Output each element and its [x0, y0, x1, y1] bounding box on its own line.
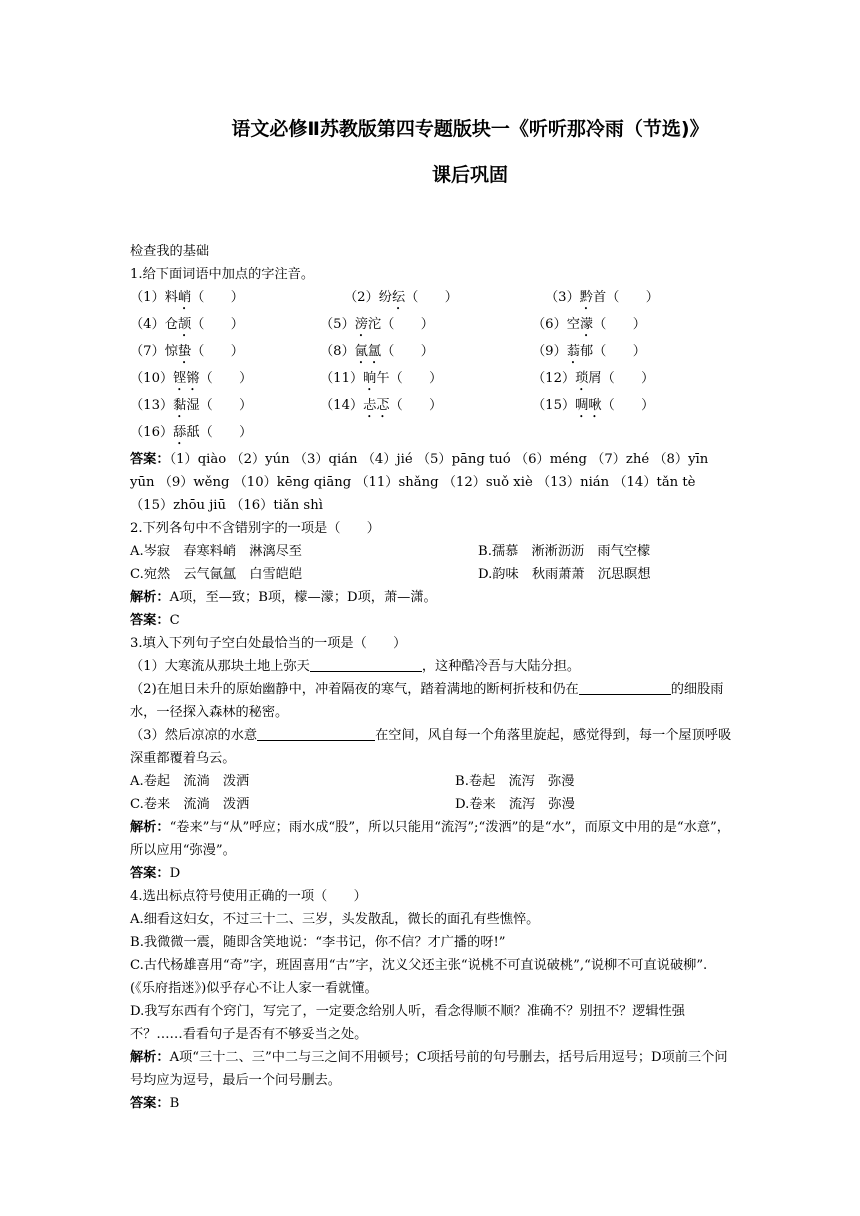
q1-item: （13）黏湿（ ） — [130, 398, 253, 413]
document-subtitle: 课后巩固 — [431, 164, 508, 186]
analysis-text: A项“三十二、三”中二与三之间不用顿号；C项括号前的句号删去，括号后用逗号；D项前三个问号均应为逗号，最后一个问号删去。 — [130, 1050, 728, 1088]
fill-blank — [310, 657, 422, 672]
document-title: 语文必修Ⅱ苏教版第四专题版块一《听听那冷雨（节选)》 — [231, 118, 709, 140]
q1-item: （3）黔首（ ） — [545, 290, 659, 305]
q4-option-b: B.我微微一震，随即含笑地说：“李书记，你不信？才广播的呀!” — [130, 935, 506, 950]
q3-option-b: B.卷起 流泻 弥漫 — [455, 774, 575, 789]
answer-label: 答案： — [130, 613, 170, 628]
q1-item: （1）料峭（ ） — [130, 290, 244, 305]
analysis-label: 解析： — [130, 1050, 170, 1065]
q3-sentence-3: （3）然后凉凉的水意 在空间，风自每一个角落里旋起，感觉得到，每一个屋顶呼吸深重都覆着乌云。 — [130, 728, 732, 766]
answer-text: C — [169, 613, 180, 628]
answer-label: 答案： — [130, 866, 170, 881]
q4-stem: 4.选出标点符号使用正确的一项（ ） — [130, 889, 367, 904]
q2-analysis — [130, 586, 732, 609]
q3-sentence-1: （1）大寒流从那块土地上弥天 ，这种酷冷吾与大陆分担。 — [130, 659, 581, 674]
q3-sentence-2: （2)在旭日未升的原始幽静中，冲着隔夜的寒气，踏着满地的断柯折枝和仍在 的细股雨水，一径探入森林的秘密。 — [130, 682, 724, 720]
q3-option-a: A.卷起 流淌 泼洒 — [130, 774, 250, 789]
q3-option-d: D.卷来 流泻 弥漫 — [455, 797, 575, 812]
q3-answer — [130, 862, 732, 885]
q1-item: （12）琐屑（ ） — [532, 371, 655, 386]
q1-item: （9）蓊郁（ ） — [532, 344, 646, 359]
q1-item: （8）氤氲（ ） — [320, 344, 434, 359]
fill-blank — [579, 680, 671, 695]
analysis-label: 解析： — [130, 590, 170, 605]
q2-option-a: A.岑寂 春寒料峭 淋漓尽至 — [130, 544, 302, 559]
q1-row-2 — [130, 313, 732, 340]
q2-options-row-2 — [130, 563, 732, 586]
q3-options-row-1 — [130, 770, 732, 793]
q1-item: （15）啁啾（ ） — [532, 398, 655, 413]
analysis-text: A项，至—致；B项，檬—濛；D项，萧—潇。 — [169, 590, 437, 605]
q1-item: （11）晌午（ ） — [320, 371, 443, 386]
q1-row-4 — [130, 367, 732, 394]
q2-option-b: B.孺慕 淅淅沥沥 雨气空檬 — [478, 544, 651, 559]
q1-item: （5）滂沱（ ） — [320, 317, 434, 332]
q3-stem: 3.填入下列句子空白处最恰当的一项是（ ） — [130, 636, 407, 651]
section-heading: 检查我的基础 — [130, 244, 210, 259]
q1-item: （7）惊蛰（ ） — [130, 344, 244, 359]
q1-items — [130, 286, 732, 448]
q4-option-a: A.细看这妇女，不过三十二、三岁，头发散乱，微长的面孔有些憔悴。 — [130, 912, 540, 927]
answer-label: 答案： — [130, 1096, 170, 1111]
document-body — [130, 240, 732, 1115]
analysis-label: 解析： — [130, 820, 170, 835]
q4-analysis — [130, 1046, 732, 1092]
q1-row-3 — [130, 340, 732, 367]
q1-row-1 — [130, 286, 732, 313]
q1-item: （6）空濛（ ） — [532, 317, 646, 332]
q2-stem: 2.下列各句中不含错别字的一项是（ ） — [130, 521, 380, 536]
q2-options-row-1 — [130, 540, 732, 563]
q3-analysis — [130, 816, 732, 862]
q2-option-c: C.宛然 云气氤氲 白雪皑皑 — [130, 567, 303, 582]
q2-option-d: D.韵味 秋雨萧萧 沉思瞑想 — [478, 567, 651, 582]
q3-option-c: C.卷来 流淌 泼洒 — [130, 797, 250, 812]
answer-label: 答案： — [130, 452, 170, 467]
q1-item: （16）舔舐（ ） — [130, 425, 253, 440]
q3-options-row-2 — [130, 793, 732, 816]
fill-blank — [257, 726, 375, 741]
q4-answer — [130, 1092, 732, 1115]
answer-text: B — [169, 1096, 180, 1111]
q4-option-d: D.我写东西有个窍门，写完了，一定要念给别人听，看念得顺不顺？准确不？别扭不？逻辑性强不？……看看句子是否有不够妥当之处。 — [130, 1004, 685, 1042]
q1-item: （14）忐忑（ ） — [320, 398, 443, 413]
q2-answer — [130, 609, 732, 632]
q1-stem: 1.给下面词语中加点的字注音。 — [130, 267, 315, 282]
q1-answer — [130, 448, 732, 517]
q1-item: （2）纷纭（ ） — [344, 290, 458, 305]
q1-item: （10）铿锵（ ） — [130, 371, 253, 386]
answer-text: D — [169, 866, 181, 881]
q1-row-6 — [130, 421, 732, 448]
q4-option-c: C.古代杨雄喜用“奇”字，班固喜用“古”字，沈义父还主张“说桃不可直说破桃”,“说柳不可直说破柳”.(《乐府指迷》)似乎存心不让人家一看就懂。 — [130, 958, 708, 996]
answer-text: （1）qiào （2）yún （3）qián （4）jié （5）pāng tuó （6）méng （7）zhé （8）yīn yūn （9）wěng （10）kēng qiāng （11）shǎng （12）suǒ xiè （13）nián （14）tǎn tè （15）zhōu jiū （16）tiǎn shì — [130, 452, 709, 513]
analysis-text: “卷来”与“从”呼应；雨水成“股”，所以只能用“流泻”;“泼洒”的是“水”，而原文中用的是“水意”，所以应用“弥漫”。 — [130, 820, 730, 858]
q1-item: （4）仓颉（ ） — [130, 317, 244, 332]
q1-row-5 — [130, 394, 732, 421]
